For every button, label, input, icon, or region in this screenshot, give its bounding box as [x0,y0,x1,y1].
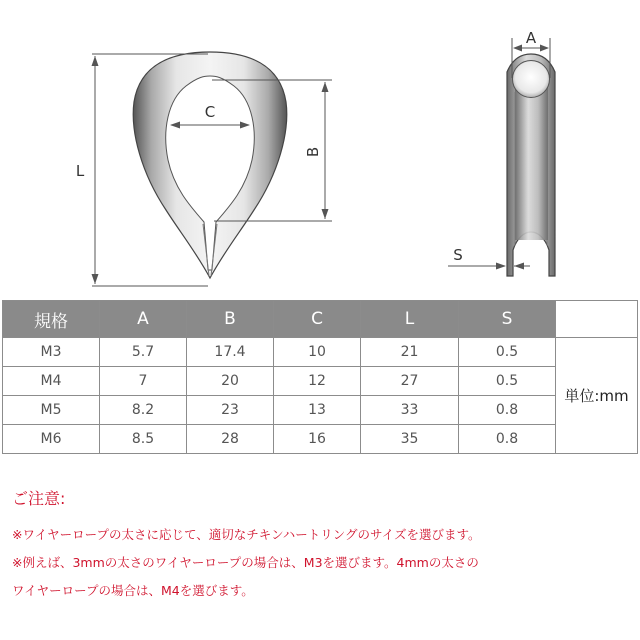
table-cell: 35 [361,425,459,454]
label-C: C [204,103,216,121]
table-row [3,367,638,396]
unit-note: 単位:mm [556,338,638,454]
thimble-side-view [507,54,555,276]
spec-table [2,300,638,454]
table-cell: 7 [100,367,187,396]
table-cell: M4 [3,367,100,396]
table-cell: 12 [274,367,361,396]
caution-title: ご注意: [12,489,66,508]
label-L: L [75,162,85,180]
header-B: B [187,301,274,338]
header-size: 規格 [3,301,100,338]
table-cell: 8.2 [100,396,187,425]
table-row [3,396,638,425]
caution-line: ※ワイヤーロープの太さに応じて、適切なチキンハートリングのサイズを選びます。 [12,527,481,542]
table-cell: 16 [274,425,361,454]
table-cell: 13 [274,396,361,425]
caution-line: ※例えば、3mmの太さのワイヤーロープの場合は、M3を選びます。4mmの太さの [12,555,479,570]
thimble-front-view [133,52,287,278]
table-cell: 33 [361,396,459,425]
label-S: S [453,246,463,264]
header-blank [556,301,638,338]
header-L: L [361,301,459,338]
table-cell: 17.4 [187,338,274,367]
table-cell: 8.5 [100,425,187,454]
header-C: C [274,301,361,338]
table-cell: 0.5 [459,367,556,396]
label-B: B [304,146,322,158]
caution-line: ワイヤーロープの場合は、M4を選びます。 [12,583,254,598]
label-A: A [525,29,537,47]
technical-drawing [0,0,640,300]
table-cell: 0.5 [459,338,556,367]
header-A: A [100,301,187,338]
table-header-row [3,301,638,338]
table-cell: 10 [274,338,361,367]
table-row [3,425,638,454]
table-cell: 23 [187,396,274,425]
table-cell: M3 [3,338,100,367]
table-cell: M5 [3,396,100,425]
caution-notes [12,486,632,605]
table-cell: 28 [187,425,274,454]
table-cell: M6 [3,425,100,454]
table-cell: 5.7 [100,338,187,367]
table-cell: 27 [361,367,459,396]
header-S: S [459,301,556,338]
table-cell: 0.8 [459,396,556,425]
table-row [3,338,638,367]
table-cell: 0.8 [459,425,556,454]
table-cell: 20 [187,367,274,396]
table-cell: 21 [361,338,459,367]
